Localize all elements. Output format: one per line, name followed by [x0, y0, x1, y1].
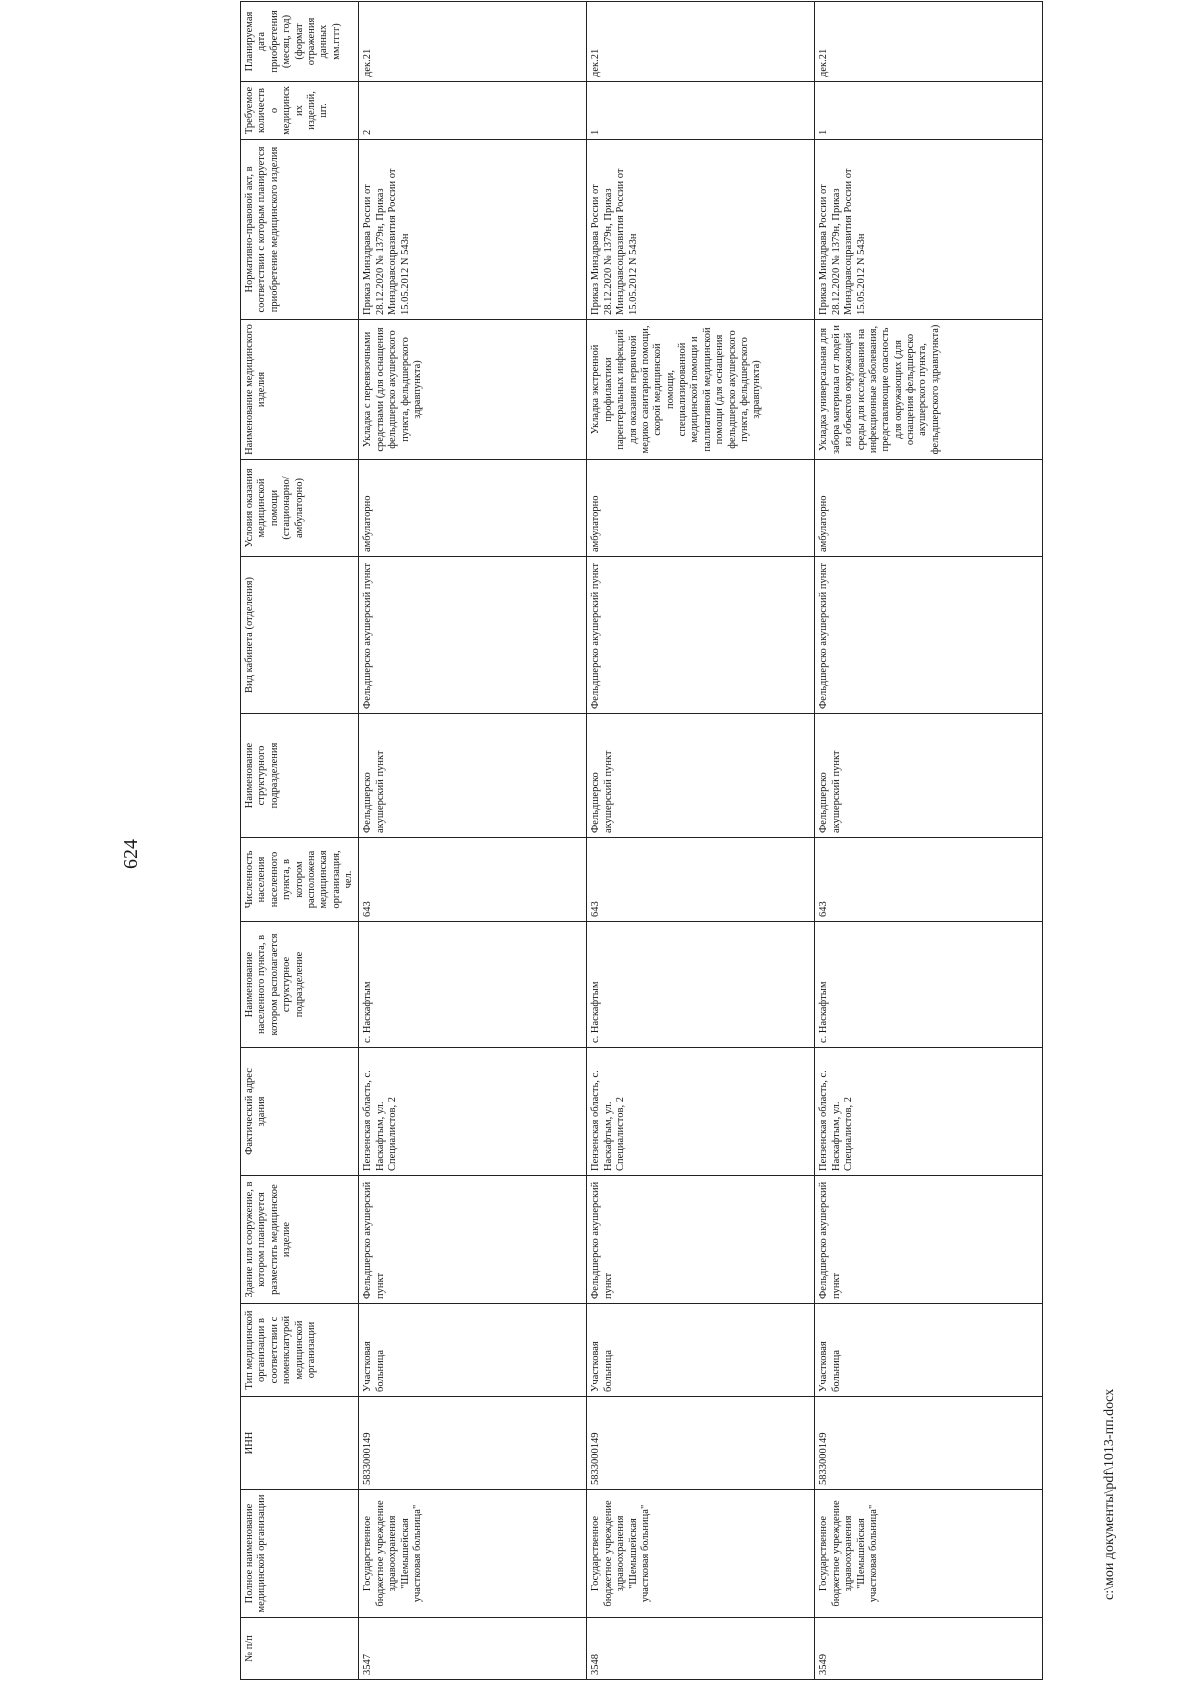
cell-address: Пензенская область, с. Наскафтым, ул. Специалистов, 2 — [359, 1048, 587, 1176]
cell-inn: 5833000149 — [587, 1397, 815, 1490]
cell-num: 3549 — [815, 1618, 1043, 1680]
cell-unit: Фельдшерско акушерский пункт — [587, 714, 815, 838]
registry-table-wrapper — [240, 2, 990, 1680]
cell-cabinet: Фельдшерско акушерский пункт — [359, 557, 587, 714]
cell-conditions: амбулаторно — [815, 460, 1043, 557]
header-address: Фактический адрес здания — [241, 1048, 359, 1176]
header-cabinet: Вид кабинета (отделения) — [241, 557, 359, 714]
page-number: 624 — [120, 839, 142, 869]
cell-address: Пензенская область, с. Наскафтым, ул. Специалистов, 2 — [587, 1048, 815, 1176]
cell-device: Укладка с перевязочными средствами (для оснащения фельдшерско акушерского пункта, фельдшерского здравпункта) — [359, 320, 587, 460]
cell-settlement: с. Наскафтым — [359, 922, 587, 1048]
cell-building: Фельдшерско акушерский пункт — [587, 1176, 815, 1304]
table-row — [587, 2, 815, 1680]
cell-unit: Фельдшерско акушерский пункт — [359, 714, 587, 838]
table-row — [359, 2, 587, 1680]
cell-date: дек.21 — [815, 2, 1043, 82]
cell-population: 643 — [815, 838, 1043, 922]
cell-conditions: амбулаторно — [587, 460, 815, 557]
cell-qty: 2 — [359, 82, 587, 140]
header-device: Наименование медицинского изделия — [241, 320, 359, 460]
cell-type: Участковая больница — [587, 1304, 815, 1397]
cell-population: 643 — [587, 838, 815, 922]
table-header-row — [241, 2, 359, 1680]
cell-org: Государственное бюджетное учреждение здравоохранения "Шемышейская участковая больница" — [587, 1490, 815, 1618]
cell-inn: 5833000149 — [359, 1397, 587, 1490]
cell-act: Приказ Минздрава России от 28.12.2020 № 1379н, Приказ Минздравсоцразвития России от 15.05.2012 N 543н — [815, 140, 1043, 320]
cell-address: Пензенская область, с. Наскафтым, ул. Специалистов, 2 — [815, 1048, 1043, 1176]
registry-table — [240, 1, 1043, 1680]
cell-date: дек.21 — [359, 2, 587, 82]
header-date: Планируемая дата приобретения (месяц, год) (формат отражения данных мм.гггг) — [241, 2, 359, 82]
header-settlement: Наименование населенного пункта, в котором располагается структурное подразделение — [241, 922, 359, 1048]
cell-settlement: с. Наскафтым — [815, 922, 1043, 1048]
header-type: Тип медицинской организации в соответствии с номенклатурой медицинской организации — [241, 1304, 359, 1397]
cell-population: 643 — [359, 838, 587, 922]
cell-qty: 1 — [815, 82, 1043, 140]
cell-num: 3547 — [359, 1618, 587, 1680]
cell-device: Укладка универсальная для забора материала от людей и из объектов окружающей среды для исследования на инфекционные заболевания, представляющие опасность для окружающих (для оснащения фельдшерско акушерского пункта, фельдшерского здравпункта) — [815, 320, 1043, 460]
cell-act: Приказ Минздрава России от 28.12.2020 № 1379н, Приказ Минздравсоцразвития России от 15.05.2012 N 543н — [587, 140, 815, 320]
cell-type: Участковая больница — [815, 1304, 1043, 1397]
cell-cabinet: Фельдшерско акушерский пункт — [587, 557, 815, 714]
cell-unit: Фельдшерско акушерский пункт — [815, 714, 1043, 838]
header-conditions: Условия оказания медицинской помощи (стационарно/ амбулаторно) — [241, 460, 359, 557]
header-org: Полное наименование медицинской организации — [241, 1490, 359, 1618]
header-qty: Требуемое количество медицинских изделий, шт. — [241, 82, 359, 140]
cell-conditions: амбулаторно — [359, 460, 587, 557]
header-building: Здание или сооружение, в котором планируется разместить медицинское изделие — [241, 1176, 359, 1304]
header-act: Нормативно-правовой акт, в соответствии с которым планируется приобретение медицинского изделия — [241, 140, 359, 320]
cell-type: Участковая больница — [359, 1304, 587, 1397]
cell-cabinet: Фельдшерско акушерский пункт — [815, 557, 1043, 714]
header-num: № п/п — [241, 1618, 359, 1680]
cell-act: Приказ Минздрава России от 28.12.2020 № 1379н, Приказ Минздравсоцразвития России от 15.05.2012 N 543н — [359, 140, 587, 320]
cell-device: Укладка экстренной профилактики парентеральных инфекций для оказания первичной медико санитарной помощи, скорой медицинской помощи, специализированной медицинской помощи и паллиативной медицинской помощи (для оснащения фельдшерско акушерского пункта, фельдшерского здравпункта) — [587, 320, 815, 460]
cell-qty: 1 — [587, 82, 815, 140]
cell-building: Фельдшерско акушерский пункт — [815, 1176, 1043, 1304]
cell-org: Государственное бюджетное учреждение здравоохранения "Шемышейская участковая больница" — [359, 1490, 587, 1618]
cell-settlement: с. Наскафтым — [587, 922, 815, 1048]
document-file-path: c:\мои документы\pdf\1013-пп.docx — [1102, 1388, 1117, 1600]
header-unit: Наименование структурного подразделения — [241, 714, 359, 838]
cell-building: Фельдшерско акушерский пункт — [359, 1176, 587, 1304]
cell-date: дек.21 — [587, 2, 815, 82]
table-row — [815, 2, 1043, 1680]
cell-num: 3548 — [587, 1618, 815, 1680]
header-inn: ИНН — [241, 1397, 359, 1490]
cell-org: Государственное бюджетное учреждение здравоохранения "Шемышейская участковая больница" — [815, 1490, 1043, 1618]
cell-inn: 5833000149 — [815, 1397, 1043, 1490]
header-population: Численность населения населенного пункта, в котором расположена медицинская организация, чел. — [241, 838, 359, 922]
